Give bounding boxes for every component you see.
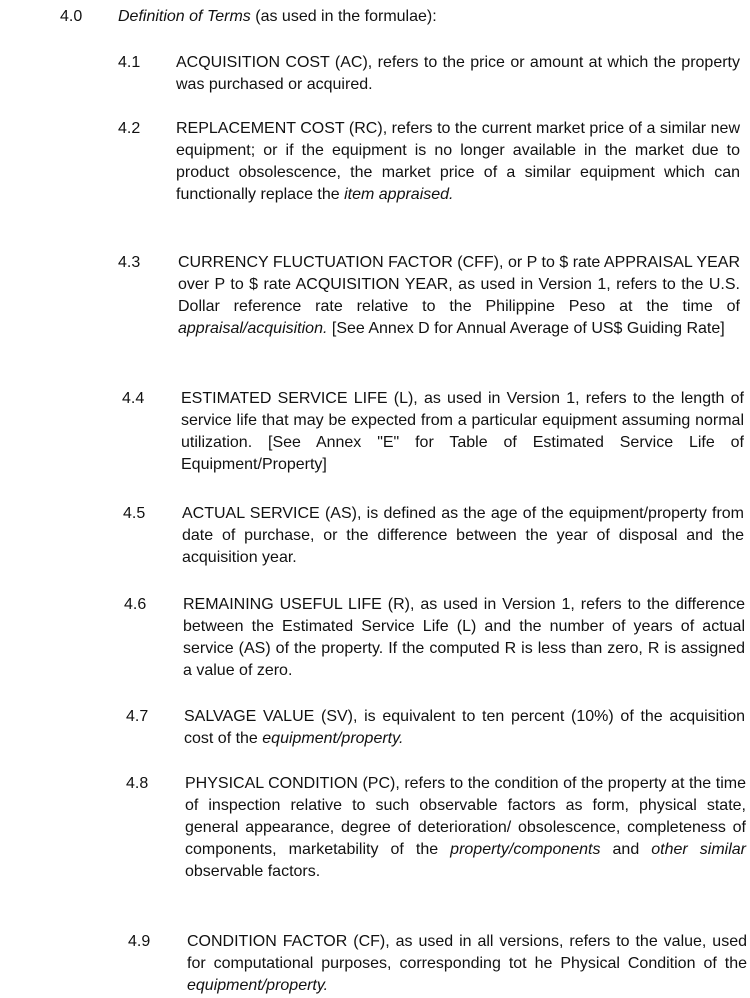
item-text bbox=[187, 931, 747, 997]
item-text bbox=[185, 773, 746, 883]
item-text-run: observable factors. bbox=[185, 863, 321, 880]
item-text-run: [See Annex D for Annual Average of US$ Guiding Rate] bbox=[327, 320, 725, 337]
section-number: 4.0 bbox=[60, 8, 83, 25]
item-text bbox=[184, 706, 745, 750]
item-text-run: REMAINING USEFUL LIFE (R), as used in Version 1, refers to the difference between the Estimated Service Life (L) and the number of years of actual service (AS) of the property. If the computed R is less than zero, R is assigned a value of zero. bbox=[183, 596, 745, 679]
item-text-run: CURRENCY FLUCTUATION FACTOR (CFF), or P to $ rate APPRAISAL YEAR over P to $ rate ACQUISITION YEAR, as used in Version 1, refers to the U.S. Dollar reference rate relative to the Philippine Peso at the time of bbox=[178, 254, 740, 315]
item-number: 4.2 bbox=[118, 120, 141, 137]
item-text bbox=[181, 388, 744, 476]
item-text-italic: item appraised. bbox=[344, 186, 454, 203]
item-number: 4.6 bbox=[124, 596, 147, 613]
section-heading bbox=[60, 6, 437, 28]
item-number: 4.9 bbox=[128, 933, 151, 950]
item-text-run: and bbox=[600, 841, 652, 858]
item-text-run: SALVAGE VALUE (SV), is equivalent to ten percent (10%) of the acquisition cost of the bbox=[184, 708, 745, 747]
item-text bbox=[176, 52, 740, 96]
item-number: 4.8 bbox=[126, 775, 149, 792]
item-text-run: ACQUISITION COST (AC), refers to the price or amount at which the property was purchased or acquired. bbox=[176, 54, 740, 93]
section-subtitle: (as used in the formulae): bbox=[250, 8, 437, 25]
item-text-run: PHYSICAL CONDITION (PC), refers to the condition of the property at the time of inspection relative to such observable factors as form, physical state, general appearance, degree of deterioration/ obsolescence, completeness of components, marketability of the bbox=[185, 775, 746, 858]
item-text-italic: property/components bbox=[450, 841, 601, 858]
item-number: 4.4 bbox=[122, 390, 145, 407]
item-text bbox=[183, 594, 745, 682]
item-text-run: REPLACEMENT COST (RC), refers to the current market price of a similar new equipment; or if the equipment is no longer available in the market due to product obsolescence, the market price of a similar equipment which can functionally replace the bbox=[176, 120, 740, 203]
item-text-run: ACTUAL SERVICE (AS), is defined as the age of the equipment/property from date of purchase, or the difference between the year of disposal and the acquisition year. bbox=[182, 505, 744, 566]
item-text-run: CONDITION FACTOR (CF), as used in all versions, refers to the value, used for computational purposes, corresponding tot he Physical Condition of the bbox=[187, 933, 747, 972]
item-number: 4.3 bbox=[118, 254, 141, 271]
item-text bbox=[176, 118, 740, 206]
item-text bbox=[182, 503, 744, 569]
item-number: 4.5 bbox=[123, 505, 146, 522]
item-text-italic: equipment/property. bbox=[187, 977, 329, 994]
item-text bbox=[178, 252, 740, 340]
section-title: Definition of Terms bbox=[118, 8, 251, 25]
item-text-italic: appraisal/acquisition. bbox=[178, 320, 328, 337]
item-text-italic: other similar bbox=[651, 841, 746, 858]
item-number: 4.7 bbox=[126, 708, 149, 725]
item-text-run: ESTIMATED SERVICE LIFE (L), as used in Version 1, refers to the length of service life that may be expected from a particular equipment assuming normal utilization. [See Annex "E" for Table of Estimated Service Life of Equipment/Property] bbox=[181, 390, 744, 473]
item-text-italic: equipment/property. bbox=[262, 730, 404, 747]
item-number: 4.1 bbox=[118, 54, 141, 71]
